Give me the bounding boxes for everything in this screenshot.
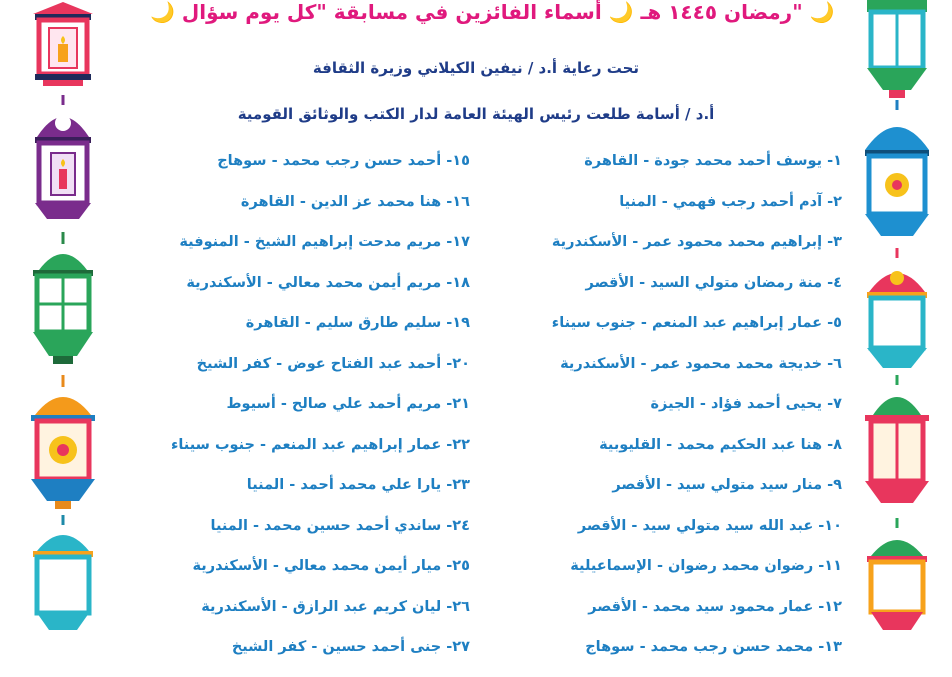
page-title — [150, 0, 835, 26]
lantern-border-right — [852, 0, 942, 630]
list-item: ٧- يحيى أحمد فؤاد - الجيزة — [650, 396, 842, 412]
list-item: ١٥- أحمد حسن رجب محمد - سوهاج — [217, 153, 470, 169]
list-item: ١٣- محمد حسن رجب محمد - سوهاج — [585, 639, 842, 655]
crescent-moon-icon: 🌙 — [809, 0, 835, 24]
list-item: ٢- آدم أحمد رجب فهمي - المنيا — [619, 193, 842, 210]
list-item: ١٨- مريم أيمن محمد معالي - الأسكندرية — [186, 274, 470, 291]
list-item: ١٠- عبد الله سيد متولي سيد - الأقصر — [577, 517, 842, 534]
list-item: ٣- إبراهيم محمد محمود عمر - الأسكندرية — [551, 234, 842, 250]
list-item: ١١- رضوان محمد رضوان - الإسماعيلية — [570, 558, 842, 574]
crescent-moon-icon: 🌙 — [150, 0, 175, 24]
ramadan-lantern-icon — [857, 518, 937, 630]
list-item: ٢٧- جنى أحمد حسين - كفر الشيخ — [231, 639, 470, 655]
list-item: ٦- خديجة محمد محمود عمر - الأسكندرية — [560, 355, 842, 372]
winners-list-left — [125, 150, 470, 677]
title-text-date: رمضان ١٤٤٥ هـ — [640, 0, 793, 24]
ramadan-lantern-icon — [857, 0, 937, 100]
list-item: ١٦- هنا محمد عز الدين - القاهرة — [240, 193, 470, 210]
list-item: ٩- منار سيد متولي سيد - الأقصر — [612, 477, 842, 493]
list-item: ٨- هنا عبد الحكيم محمد - القليوبية — [599, 436, 842, 453]
list-item: ١- يوسف أحمد محمد جودة - القاهرة — [584, 153, 842, 169]
ramadan-lantern-icon — [23, 375, 103, 515]
list-item: ٢٢- عمار إبراهيم عبد المنعم - جنوب سيناء — [170, 436, 470, 453]
ramadan-lantern-icon — [23, 0, 103, 90]
list-item: ٢١- مريم أحمد علي صالح - أسيوط — [226, 396, 470, 412]
winners-list-right — [492, 150, 842, 677]
lantern-border-left — [18, 0, 108, 630]
ramadan-lantern-icon — [857, 248, 937, 373]
list-item: ١٧- مريم مدحت إبراهيم الشيخ - المنوفية — [179, 234, 470, 250]
title-text-contest: أسماء الفائزين في مسابقة "كل يوم سؤال" — [181, 0, 803, 24]
list-item: ٢٣- يارا علي محمد أحمد - المنيا — [246, 477, 470, 493]
list-item: ٢٥- ميار أيمن محمد معالي - الأسكندرية — [192, 558, 470, 574]
list-item: ٢٠- أحمد عبد الفتاح عوض - كفر الشيخ — [196, 355, 470, 372]
ramadan-lantern-icon — [23, 232, 103, 372]
ramadan-lantern-icon — [23, 515, 103, 630]
list-item: ١٢- عمار محمود سيد محمد - الأقصر — [588, 598, 842, 615]
list-item: ١٩- سليم طارق سليم - القاهرة — [245, 315, 470, 331]
crescent-moon-icon: 🌙 — [608, 0, 634, 24]
list-item: ٢٦- ليان كريم عبد الرازق - الأسكندرية — [201, 598, 470, 615]
list-item: ٥- عمار إبراهيم عبد المنعم - جنوب سيناء — [551, 315, 842, 331]
list-item: ٤- منة رمضان متولي السيد - الأقصر — [585, 274, 842, 291]
list-item: ٢٤- ساندي أحمد حسين محمد - المنيا — [210, 517, 470, 534]
ramadan-lantern-icon — [857, 375, 937, 515]
patronage-line: تحت رعاية أ.د / نيفين الكيلاني وزيرة الثقافة — [312, 59, 640, 77]
authority-line: أ.د / أسامة طلعت رئيس الهيئة العامة لدار الكتب والوثائق القومية — [237, 105, 715, 123]
ramadan-lantern-icon — [23, 95, 103, 230]
ramadan-lantern-icon — [857, 100, 937, 245]
